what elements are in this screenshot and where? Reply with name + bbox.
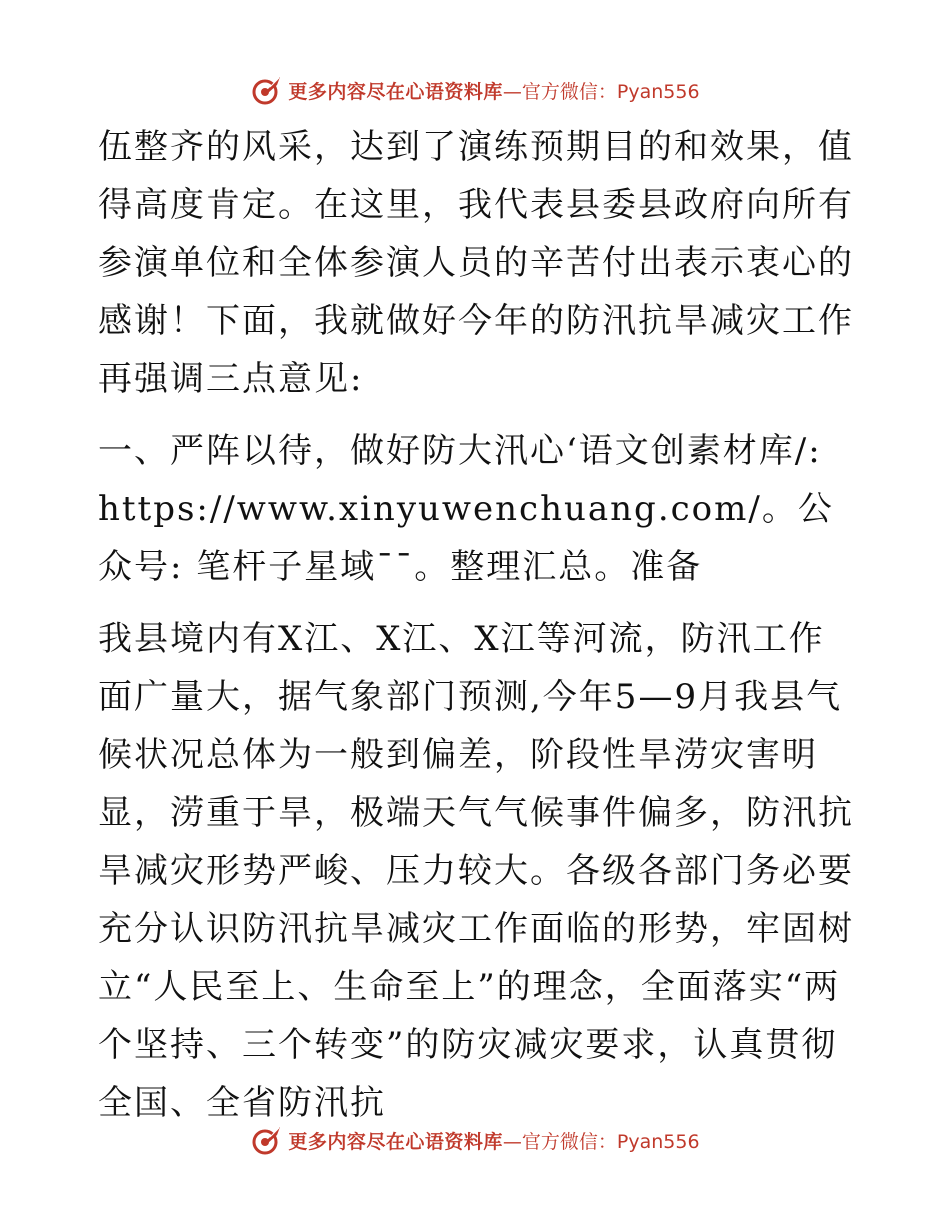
paragraph-section-one-heading: 一、严阵以待，做好防大汛心‘语文创素材库/: https://www.xinyuwenchuang.com/。公众号: 笔杆子星域¯¯。整理汇总。准备: [98, 431, 834, 587]
footer-brand-text: 更多内容尽在心语资料库: [288, 1130, 503, 1153]
paragraph-situation: 我县境内有X江、X江、X江等河流，防汛工作面广量大，据气象部门预测,今年5—9月我县气候状况总体为一般到偏差，阶段性旱涝灾害明显，涝重于旱，极端天气气候事件偏多，防汛抗旱减灾形势严峻、压力较大。各级各部门务必要充分认识防汛抗旱减灾工作面临的形势，牢固树立“人民至上、生命至上”的理念，全面落实“两个坚持、三个转变”的防灾减灾要求，认真贯彻全国、全省防汛抗: [98, 619, 854, 1123]
header-brand-text: 更多内容尽在心语资料库: [288, 80, 503, 103]
quill-logo-icon: [250, 73, 284, 107]
header-watermark: [0, 70, 950, 110]
footer-watermark: [0, 1120, 950, 1160]
quill-logo-icon: [250, 1123, 284, 1157]
footer-contact-text: —官方微信：Pyan556: [502, 1130, 700, 1153]
document-body: [98, 118, 858, 1132]
header-contact-text: —官方微信：Pyan556: [502, 80, 700, 103]
paragraph-intro: 伍整齐的风采，达到了演练预期目的和效果，值得高度肯定。在这里，我代表县委县政府向所有参演单位和全体参演人员的辛苦付出表示衷心的感谢！下面，我就做好今年的防汛抗旱减灾工作再强调三点意见:: [98, 127, 854, 399]
